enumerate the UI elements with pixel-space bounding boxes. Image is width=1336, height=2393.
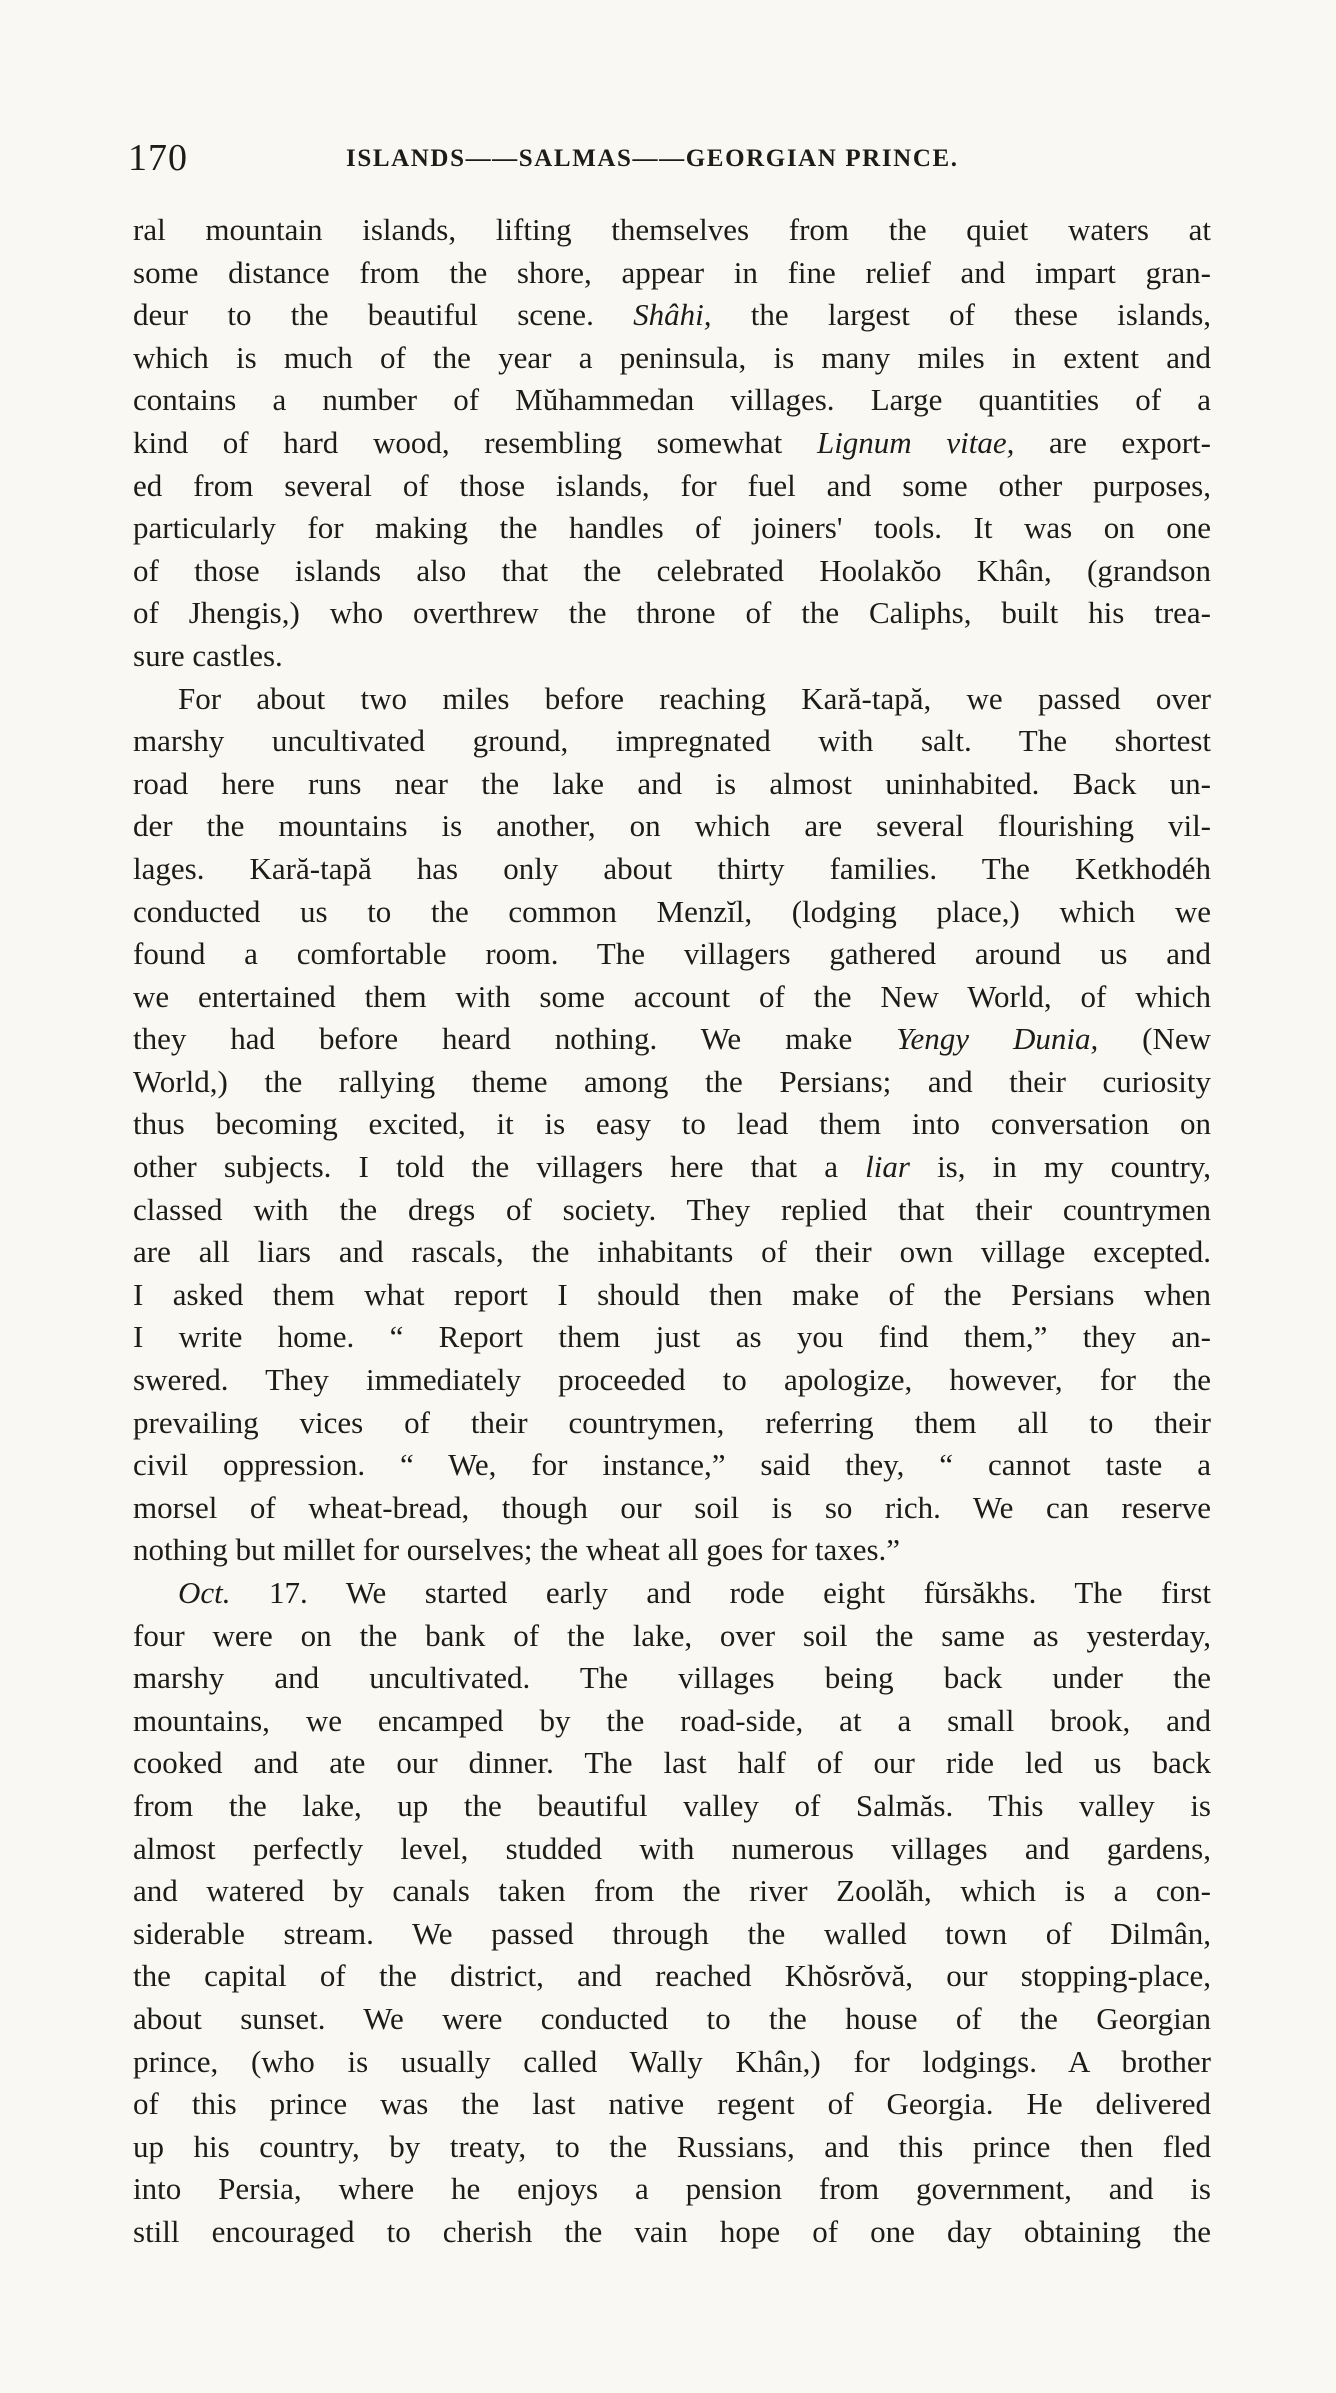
text-line: into Persia, where he enjoys a pension from government, and is [133, 2171, 1211, 2207]
text-run: (New [1142, 1021, 1212, 1057]
text-line: road here runs near the lake and is almost uninhabited. Back un- [133, 765, 1211, 801]
text-run: kind of hard wood, resembling somewhat [133, 424, 783, 460]
paragraph-start-line [133, 1572, 1211, 1615]
text-line: from the lake, up the beautiful valley of Salmăs. This valley is [133, 1787, 1211, 1823]
text-run: they had before heard nothing. We make [133, 1021, 853, 1057]
text-line: I write home. “ Report them just as you find them,” they an- [133, 1319, 1211, 1355]
text-line: some distance from the shore, appear in fine relief and impart gran- [133, 254, 1211, 290]
text-line: marshy and uncultivated. The villages being back under the [133, 1660, 1211, 1696]
text-line: contains a number of Mŭhammedan villages. Large quantities of a [133, 382, 1211, 418]
text-line: sure castles. [133, 637, 283, 673]
text-run: are export- [1048, 424, 1211, 460]
italic-term: Yengy Dunia, [896, 1021, 1099, 1057]
text-line [133, 422, 1211, 465]
text-line: are all liars and rascals, the inhabitants of their own village excepted. [133, 1234, 1211, 1270]
text-line: ed from several of those islands, for fuel and some other purposes, [133, 467, 1211, 503]
text-line: and watered by canals taken from the river Zoolăh, which is a con- [133, 1873, 1211, 1909]
text-run: deur to the beautiful scene. [133, 297, 594, 333]
text-run: 17. We started early and rode eight fŭrsăkhs. The first [269, 1575, 1211, 1610]
italic-term: Lignum vitae, [816, 424, 1015, 460]
text-line: civil oppression. “ We, for instance,” said they, “ cannot taste a [133, 1447, 1211, 1483]
text-line: of this prince was the last native regent of Georgia. He delivered [133, 2086, 1211, 2122]
text-line: found a comfortable room. The villagers gathered around us and [133, 936, 1211, 972]
text-run: the largest of these islands, [750, 297, 1212, 333]
text-run: other subjects. I told the villagers here that a [133, 1149, 839, 1185]
text-line: still encouraged to cherish the vain hope of one day obtaining the [133, 2213, 1211, 2249]
text-line: thus becoming excited, it is easy to lead them into conversation on [133, 1106, 1211, 1142]
text-line: of Jhengis,) who overthrew the throne of the Caliphs, built his trea- [133, 595, 1211, 631]
text-line: conducted us to the common Menzĭl, (lodging place,) which we [133, 893, 1211, 929]
text-line [133, 1146, 1211, 1189]
text-line: siderable stream. We passed through the walled town of Dilmân, [133, 1915, 1211, 1951]
text-line: of those islands also that the celebrated Hoolakŏo Khân, (grandson [133, 552, 1211, 588]
text-line: lages. Kară-tapă has only about thirty families. The Ketkhodéh [133, 850, 1211, 886]
text-line: prince, (who is usually called Wally Khân,) for lodgings. A brother [133, 2043, 1211, 2079]
italic-term: liar [865, 1149, 910, 1185]
text-line: we entertained them with some account of the New World, of which [133, 978, 1211, 1014]
body-text [133, 209, 1211, 2254]
text-line: morsel of wheat-bread, though our soil is so rich. We can reserve [133, 1489, 1211, 1525]
italic-term: Shâhi, [633, 297, 712, 333]
text-line: der the mountains is another, on which are several flourishing vil- [133, 808, 1211, 844]
paragraph-start-line: For about two miles before reaching Kară-tapă, we passed over [178, 680, 1211, 716]
text-line: almost perfectly level, studded with numerous villages and gardens, [133, 1830, 1211, 1866]
text-line: World,) the rallying theme among the Persians; and their curiosity [133, 1063, 1211, 1099]
text-line: four were on the bank of the lake, over soil the same as yesterday, [133, 1617, 1211, 1653]
text-line: up his country, by treaty, to the Russians, and this prince then fled [133, 2128, 1211, 2164]
text-line [133, 1018, 1211, 1061]
text-line: nothing but millet for ourselves; the wheat all goes for taxes.” [133, 1532, 901, 1568]
text-line: particularly for making the handles of joiners' tools. It was on one [133, 510, 1211, 546]
text-line: I asked them what report I should then make of the Persians when [133, 1276, 1211, 1312]
text-line: about sunset. We were conducted to the house of the Georgian [133, 2000, 1211, 2036]
text-line: prevailing vices of their countrymen, referring them all to their [133, 1404, 1211, 1440]
text-line: the capital of the district, and reached Khŏsrŏvă, our stopping-place, [133, 1958, 1211, 1994]
text-line [133, 294, 1211, 337]
page-number: 170 [128, 137, 188, 179]
text-run: is, in my country, [937, 1149, 1212, 1185]
text-line: ral mountain islands, lifting themselves from the quiet waters at [133, 212, 1211, 247]
text-line: which is much of the year a peninsula, is many miles in extent and [133, 339, 1211, 375]
text-line: marshy uncultivated ground, impregnated with salt. The shortest [133, 723, 1211, 759]
date-label: Oct. [178, 1575, 231, 1610]
running-title: ISLANDS——SALMAS——GEORGIAN PRINCE. [346, 145, 959, 172]
text-line: cooked and ate our dinner. The last half of our ride led us back [133, 1745, 1211, 1781]
text-line: classed with the dregs of society. They replied that their countrymen [133, 1191, 1211, 1227]
text-line: mountains, we encamped by the road-side, at a small brook, and [133, 1702, 1211, 1738]
text-line: swered. They immediately proceeded to apologize, however, for the [133, 1362, 1211, 1398]
running-header [128, 138, 1218, 178]
